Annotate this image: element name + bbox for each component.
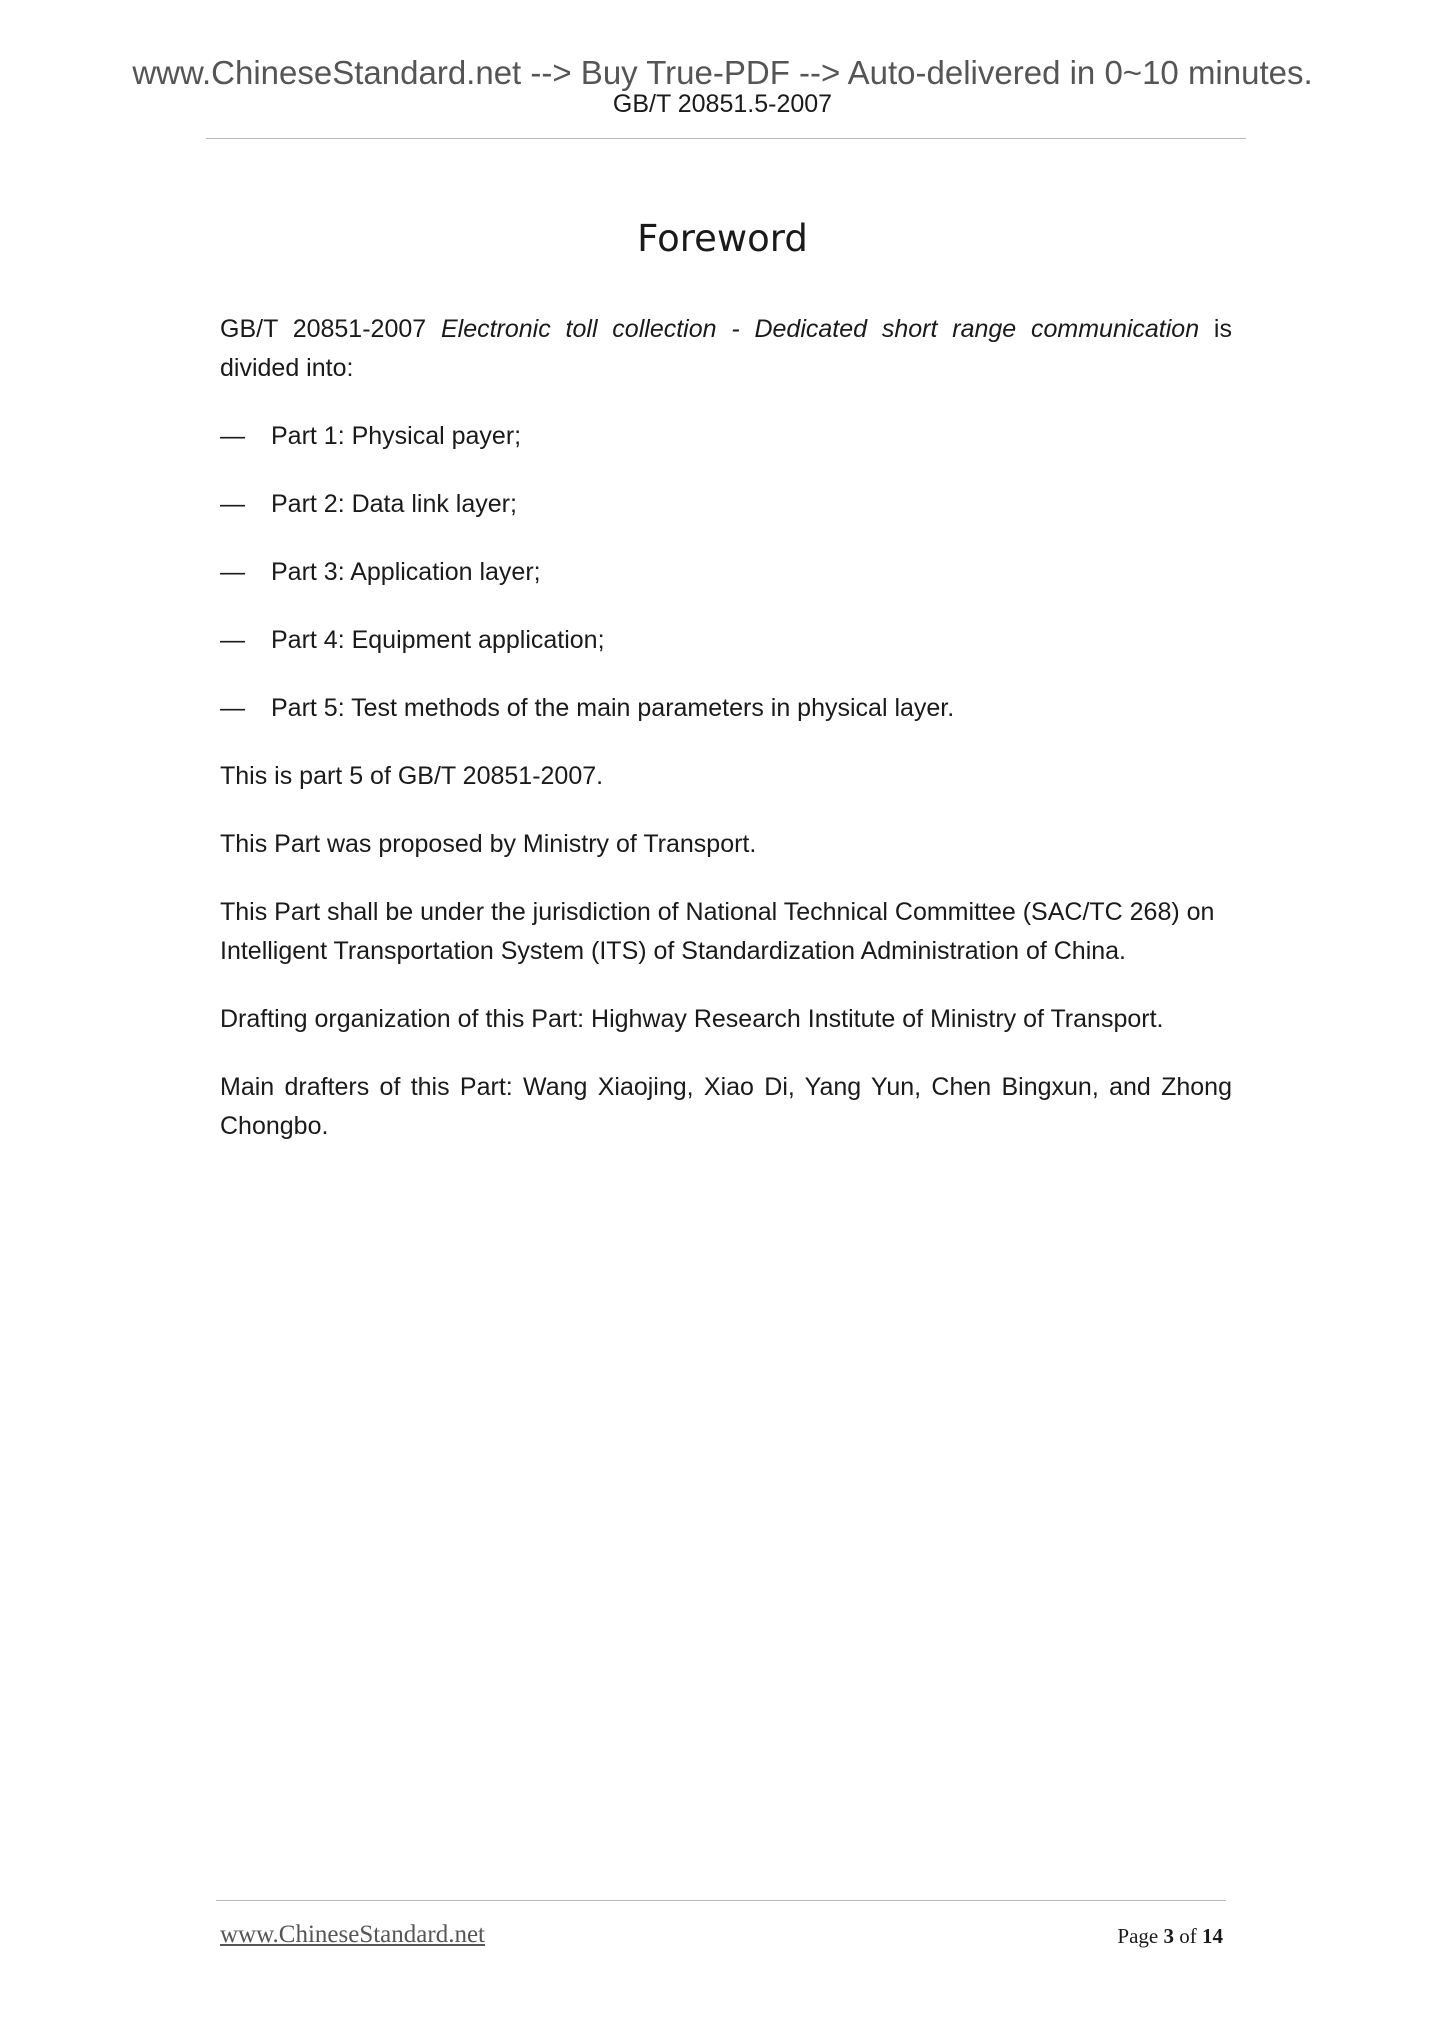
list-item-text: Part 1: Physical payer; [271,422,522,450]
paragraph-this-part: This is part 5 of GB/T 20851-2007. [220,762,604,790]
footer-divider [216,1900,1226,1901]
page-number [1117,1926,1223,1947]
list-item [220,621,1232,660]
paragraph-jurisdiction: This Part shall be under the jurisdiction of National Technical Committee (SAC/TC 268) on Intelligent Transportation System (ITS) of Standardization Administration of China. [220,898,1215,965]
list-item-text: Part 2: Data link layer; [271,490,517,518]
list-item [220,553,1232,592]
of-word: of [1174,1924,1202,1948]
header-banner[interactable]: www.ChineseStandard.net --> Buy True-PDF --> Auto-delivered in 0~10 minutes. [132,54,1313,91]
list-item [220,485,1232,524]
document-body [220,310,1232,1175]
list-item [220,689,1232,728]
intro-paragraph [220,310,1232,388]
dash-bullet: — [220,626,245,654]
paragraph-proposed: This Part was proposed by Ministry of Transport. [220,830,757,858]
header-divider [206,138,1246,139]
footer-link[interactable]: www.ChineseStandard.net [220,1921,485,1948]
intro-series-title: Electronic toll collection - Dedicated short range communication [440,315,1200,343]
page-current: 3 [1163,1924,1174,1948]
intro-tail: is divided into: [220,315,1232,382]
intro-code: GB/T 20851-2007 [220,315,441,343]
page-word: Page [1117,1924,1164,1948]
page-title: Foreword [637,217,808,260]
dash-bullet: — [220,490,245,518]
dash-bullet: — [220,422,245,450]
paragraph-drafting-org: Drafting organization of this Part: Highway Research Institute of Ministry of Transport. [220,1005,1164,1033]
dash-bullet: — [220,694,245,722]
list-item-text: Part 5: Test methods of the main parameters in physical layer. [271,694,955,722]
dash-bullet: — [220,558,245,586]
list-item-text: Part 4: Equipment application; [271,626,605,654]
list-item-text: Part 3: Application layer; [271,558,541,586]
document-code: GB/T 20851.5-2007 [612,90,833,118]
list-item [220,417,1232,456]
page-total: 14 [1202,1924,1223,1948]
paragraph-drafters: Main drafters of this Part: Wang Xiaojing, Xiao Di, Yang Yun, Chen Bingxun, and Zhong Chongbo. [220,1073,1232,1140]
